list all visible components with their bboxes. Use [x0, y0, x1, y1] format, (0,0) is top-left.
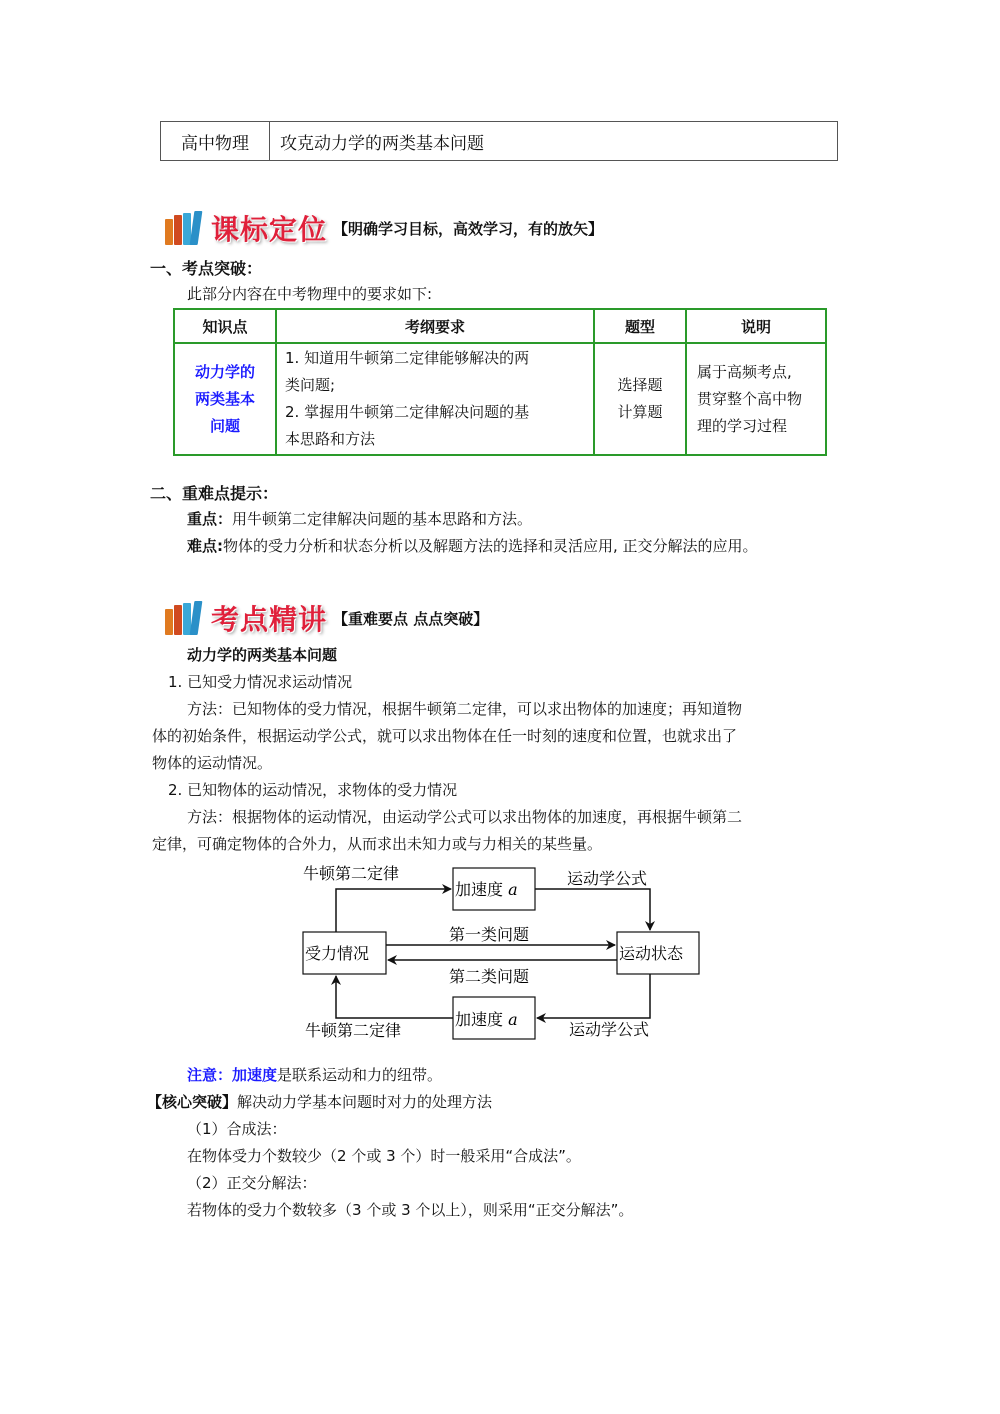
column-header: 说明 [686, 309, 826, 343]
kinematics-top-label: 运动学公式 [567, 869, 648, 888]
banner-subtitle: 【重难要点 点点突破】 [333, 609, 489, 628]
key-label: 重点： [187, 510, 233, 528]
method-text: 定律，可确定物体的合外力，从而求出未知力或与力相关的某些量。 [152, 835, 603, 853]
books-icon [163, 601, 205, 635]
cell-line: 选择题 [617, 376, 663, 394]
question-type-cell [594, 343, 686, 455]
method-text: 体的初始条件，根据运动学公式，就可以求出物体在任一时刻的速度和位置，也就求出了 [152, 727, 738, 745]
difficult-point [187, 533, 758, 560]
column-header: 知识点 [174, 309, 276, 343]
table-header-row [174, 309, 826, 343]
accel-bottom-label: 加速度 a [455, 1010, 518, 1029]
cell-line: 两类基本 [194, 389, 255, 408]
arrow-kinematics-bottom [537, 974, 650, 1018]
cell-line: 1. 知道用牛顿第二定律能够解决的两 [285, 349, 530, 367]
cell-line: 计算题 [617, 403, 663, 421]
document-header [160, 121, 838, 161]
method-title: （2）正交分解法： [187, 1174, 317, 1192]
banner-title: 课标定位 [211, 213, 328, 246]
difficult-text: 物体的受力分析和状态分析以及解题方法的选择和灵活应用, 正交分解法的应用。 [223, 537, 758, 555]
method-description: 在物体受力个数较少（2 个或 3 个）时一般采用“合成法”。 [187, 1147, 581, 1165]
section-heading: 一、考点突破： [150, 259, 263, 278]
problem2-label: 第二类问题 [449, 967, 530, 986]
problem1-label: 第一类问题 [449, 925, 530, 944]
requirements-cell [276, 343, 594, 455]
key-text: 用牛顿第二定律解决问题的基本思路和方法。 [232, 510, 533, 528]
newton-bottom-label: 牛顿第二定律 [305, 1021, 402, 1040]
difficult-label: 难点: [187, 537, 223, 555]
notes-cell [686, 343, 826, 455]
key-point [187, 506, 532, 533]
accel-top-label: 加速度 a [455, 880, 518, 899]
method-title: （1）合成法： [187, 1120, 287, 1138]
subject-label: 高中物理 [161, 122, 270, 160]
core-text: 解决动力学基本问题时对力的处理方法 [237, 1093, 493, 1111]
topic-title: 攻克动力学的两类基本问题 [280, 133, 484, 154]
cell-line: 类问题; [285, 376, 336, 394]
books-icon [163, 211, 205, 245]
banner-subtitle: 【明确学习目标，高效学习，有的放矢】 [333, 219, 604, 238]
cell-line: 属于高频考点, [697, 362, 792, 381]
arrow-newton-top [336, 889, 451, 932]
table-row [174, 343, 826, 455]
dynamics-flow-diagram [295, 855, 715, 1055]
banner-curriculum [163, 208, 603, 248]
note-line [187, 1062, 442, 1089]
column-header: 题型 [594, 309, 686, 343]
cell-line: 动力学的 [194, 362, 255, 381]
force-label: 受力情况 [305, 944, 370, 963]
note-label: 注意： [187, 1066, 233, 1084]
section-intro: 此部分内容在中考物理中的要求如下: [187, 285, 433, 303]
column-header: 考纲要求 [276, 309, 594, 343]
lecture-item: 1. 已知受力情况求运动情况 [168, 673, 353, 691]
core-line [147, 1089, 492, 1116]
core-label: 【核心突破】 [147, 1093, 238, 1111]
cell-line: 贯穿整个高中物 [697, 389, 803, 408]
note-highlight: 加速度 [232, 1066, 278, 1084]
kinematics-bottom-label: 运动学公式 [569, 1020, 650, 1039]
cell-line: 本思路和方法 [285, 430, 376, 448]
cell-line: 2. 掌握用牛顿第二定律解决问题的基 [285, 403, 530, 421]
arrow-newton-bottom [336, 976, 453, 1018]
cell-line: 理的学习过程 [697, 416, 788, 435]
method-text: 物体的运动情况。 [152, 754, 273, 772]
requirements-table [173, 308, 827, 456]
banner-title: 考点精讲 [211, 603, 328, 636]
newton-top-label: 牛顿第二定律 [303, 864, 400, 883]
lecture-item: 2. 已知物体的运动情况，求物体的受力情况 [168, 781, 458, 799]
method-text: 方法：已知物体的受力情况，根据牛顿第二定律，可以求出物体的加速度；再知道物 [187, 700, 743, 718]
banner-lecture [163, 598, 488, 638]
method-description: 若物体的受力个数较多（3 个或 3 个以上），则采用“正交分解法”。 [187, 1201, 634, 1219]
lecture-title: 动力学的两类基本问题 [187, 646, 338, 664]
knowledge-cell [174, 343, 276, 455]
motion-label: 运动状态 [619, 944, 684, 963]
note-text: 是联系运动和力的纽带。 [277, 1066, 443, 1084]
arrow-kinematics-top [535, 889, 650, 930]
section-heading: 二、重难点提示： [150, 484, 279, 503]
cell-line: 问题 [209, 416, 240, 435]
method-text: 方法：根据物体的运动情况，由运动学公式可以求出物体的加速度，再根据牛顿第二 [187, 808, 743, 826]
